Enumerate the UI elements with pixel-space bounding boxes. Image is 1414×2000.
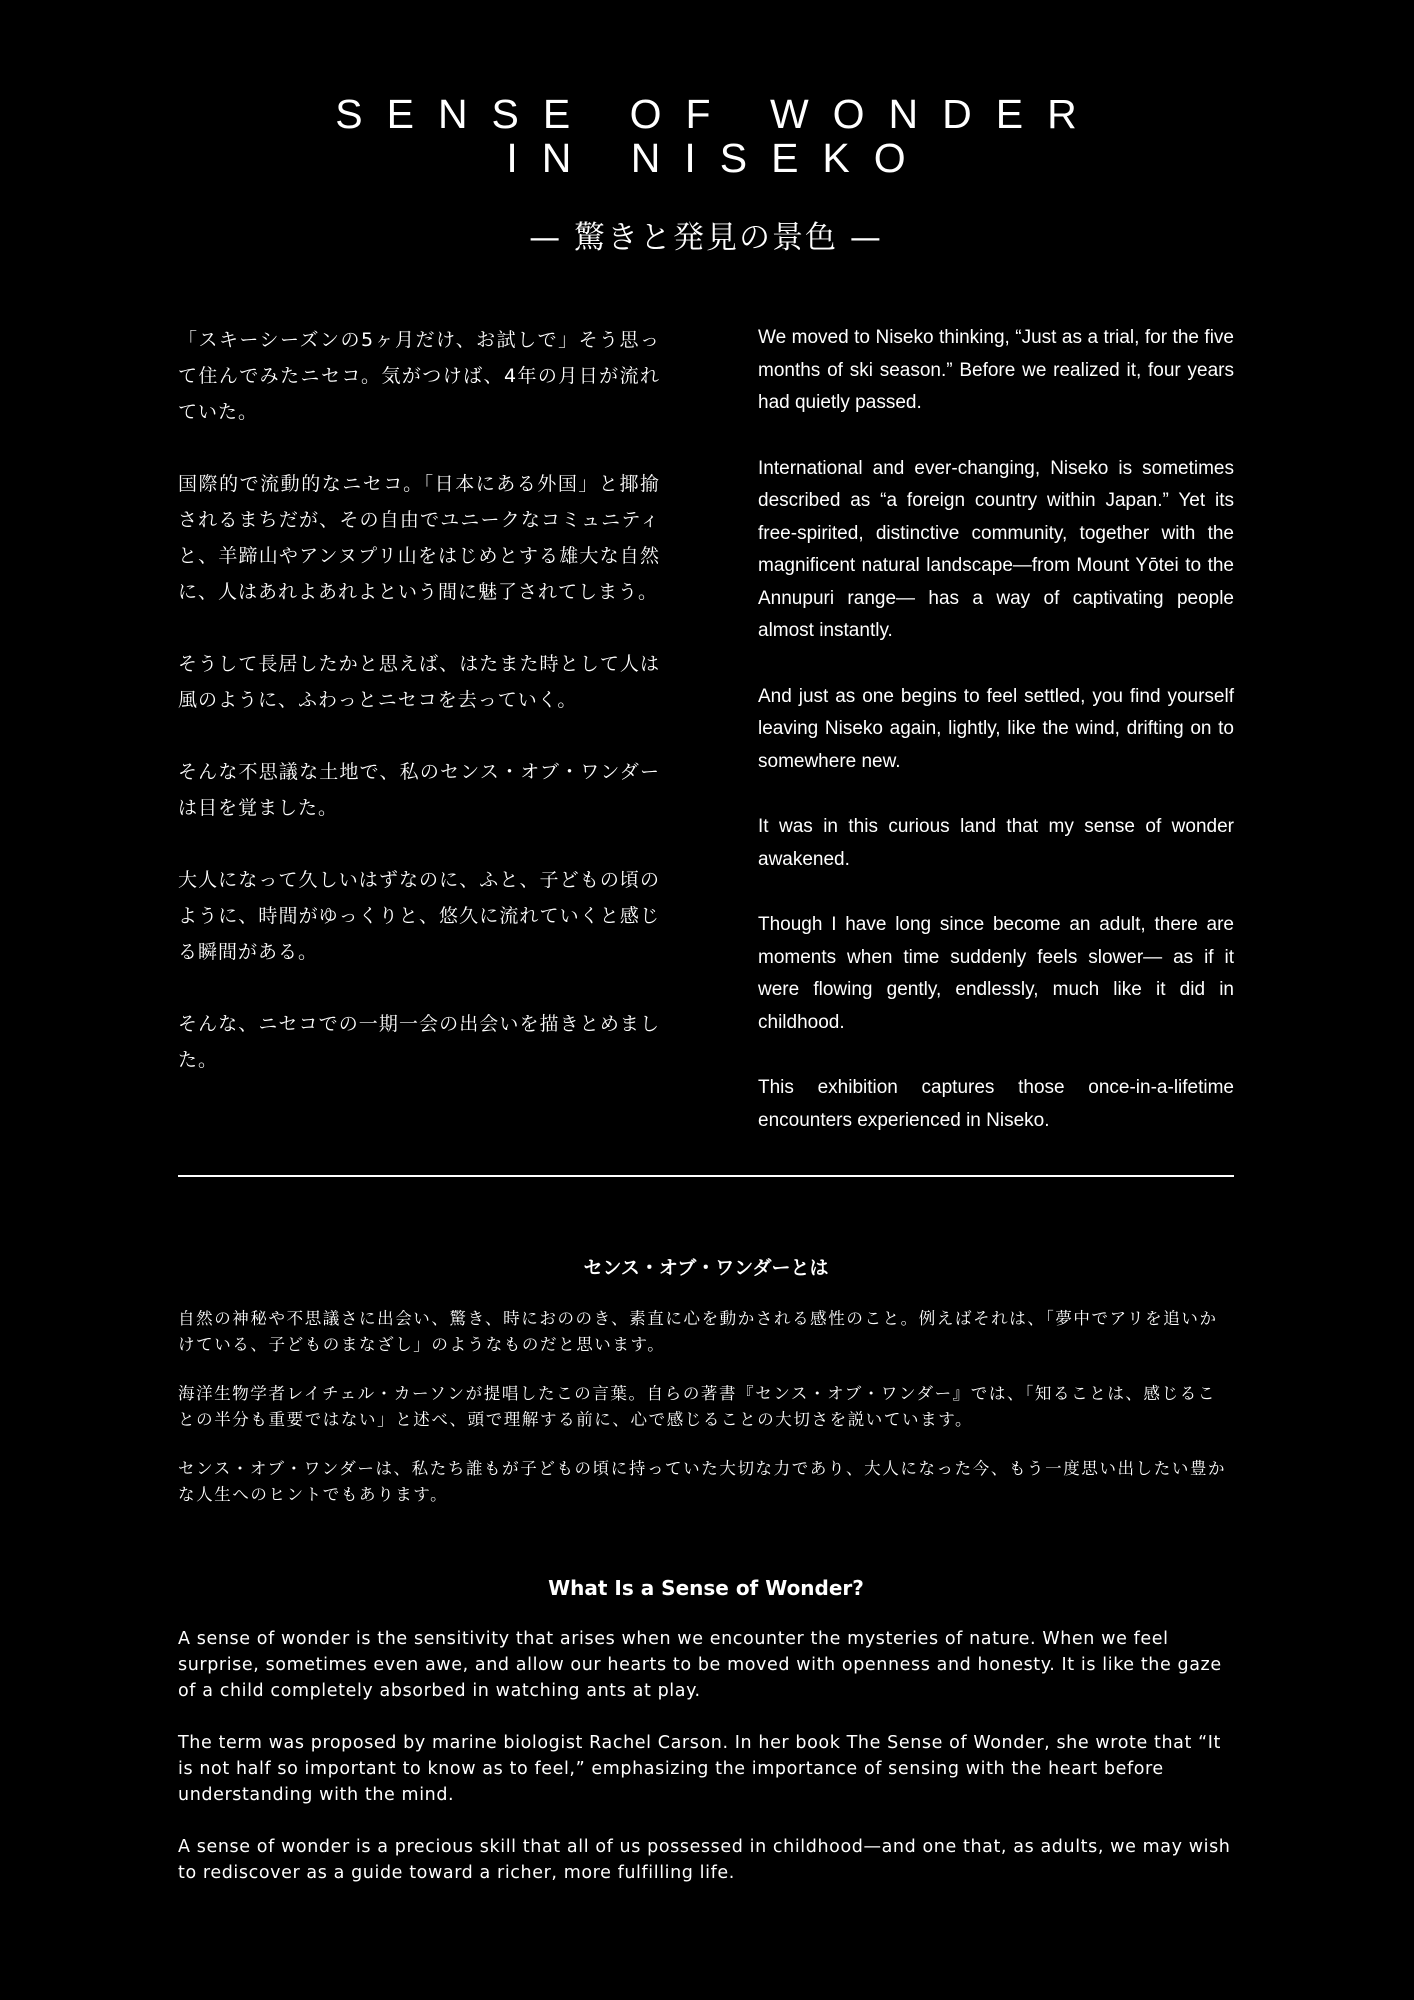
about-en-paragraph: A sense of wonder is the sensitivity that arises when we encounter the mysteries of nature. When we feel surprise, sometimes even awe, and allow our hearts to be moved with openness and honesty. It is like the gaze of a child completely absorbed in watching ants at play. bbox=[178, 1629, 1222, 1701]
intro-en-paragraph: It was in this curious land that my sense of wonder awakened. bbox=[758, 816, 1234, 870]
about-ja-paragraph: 海洋生物学者レイチェル・カーソンが提唱したこの言葉。自らの著書『センス・オブ・ワンダー』では、「知ることは、感じることの半分も重要ではない」と述べ、頭で理解する前に、心で感じることの大切さを説いています。 bbox=[178, 1384, 1216, 1429]
page-title bbox=[178, 92, 1234, 180]
about-ja-paragraph: センス・オブ・ワンダーは、私たち誰もが子どもの頃に持っていた大切な力であり、大人になった今、もう一度思い出したい豊かな人生へのヒントでもあります。 bbox=[178, 1459, 1227, 1504]
page-subtitle: — 驚きと発見の景色 — bbox=[529, 220, 883, 256]
intro-ja-paragraph: そんな、ニセコでの一期一会の出会いを描きとめました。 bbox=[178, 1013, 660, 1071]
intro-ja-paragraph: 国際的で流動的なニセコ。「日本にある外国」と揶揄されるまちだが、その自由でユニークなコミュニティと、羊蹄山やアンヌプリ山をはじめとする雄大な自然に、人はあれよあれよという間に魅了されてしまう。 bbox=[178, 473, 660, 603]
intro-en-paragraph: International and ever-changing, Niseko is sometimes described as “a foreign country within Japan.” Yet its free-spirited, distinctive community, together with the magnificent natural landscape—from Mount Yōtei to the Annupuri range— has a way of captivating people almost instantly. bbox=[758, 457, 1234, 641]
intro-en-paragraph: We moved to Niseko thinking, “Just as a trial, for the five months of ski season.” Before we realized it, four years had quietly passed. bbox=[758, 327, 1234, 413]
title-line-2: IN NISEKO bbox=[506, 135, 930, 181]
section-divider bbox=[178, 1175, 1234, 1177]
about-en-paragraph: The term was proposed by marine biologist Rachel Carson. In her book The Sense of Wonder, she wrote that “It is not half so important to know as to feel,” emphasizing the importance of sensing with the heart before understanding with the mind. bbox=[178, 1733, 1221, 1805]
intro-english-column bbox=[758, 322, 1234, 1170]
intro-ja-paragraph: そんな不思議な土地で、私のセンス・オブ・ワンダーは目を覚ました。 bbox=[178, 761, 660, 819]
intro-en-paragraph: And just as one begins to feel settled, you find yourself leaving Niseko again, lightly, like the wind, drifting on to somewhere new. bbox=[758, 685, 1234, 772]
title-line-1: SENSE OF WONDER bbox=[335, 91, 1101, 137]
about-japanese-section bbox=[178, 1252, 1234, 1531]
about-ja-paragraph: 自然の神秘や不思議さに出会い、驚き、時におののき、素直に心を動かされる感性のこと。例えばそれは、「夢中でアリを追いかけている、子どものまなざし」のようなものだと思います。 bbox=[178, 1309, 1218, 1354]
intro-ja-paragraph: 「スキーシーズンの5ヶ月だけ、お試しで」そう思って住んでみたニセコ。気がつけば、4年の月日が流れていた。 bbox=[178, 329, 660, 423]
about-en-heading: What Is a Sense of Wonder? bbox=[548, 1576, 864, 1600]
about-ja-heading: センス・オブ・ワンダーとは bbox=[583, 1257, 829, 1279]
intro-en-paragraph: Though I have long since become an adult, there are moments when time suddenly feels slower— as if it were flowing gently, endlessly, much like it did in childhood. bbox=[758, 914, 1234, 1033]
intro-ja-paragraph: そうして長居したかと思えば、はたまた時として人は風のように、ふわっとニセコを去っていく。 bbox=[178, 653, 660, 711]
intro-ja-paragraph: 大人になって久しいはずなのに、ふと、子どもの頃のように、時間がゆっくりと、悠久に流れていくと感じる瞬間がある。 bbox=[178, 869, 660, 963]
intro-japanese-column bbox=[178, 322, 660, 1114]
about-english-section bbox=[178, 1572, 1234, 1912]
intro-en-paragraph: This exhibition captures those once-in-a-lifetime encounters experienced in Niseko. bbox=[758, 1077, 1234, 1131]
about-en-paragraph: A sense of wonder is a precious skill that all of us possessed in childhood—and one that, as adults, we may wish to rediscover as a guide toward a richer, more fulfilling life. bbox=[178, 1837, 1231, 1883]
